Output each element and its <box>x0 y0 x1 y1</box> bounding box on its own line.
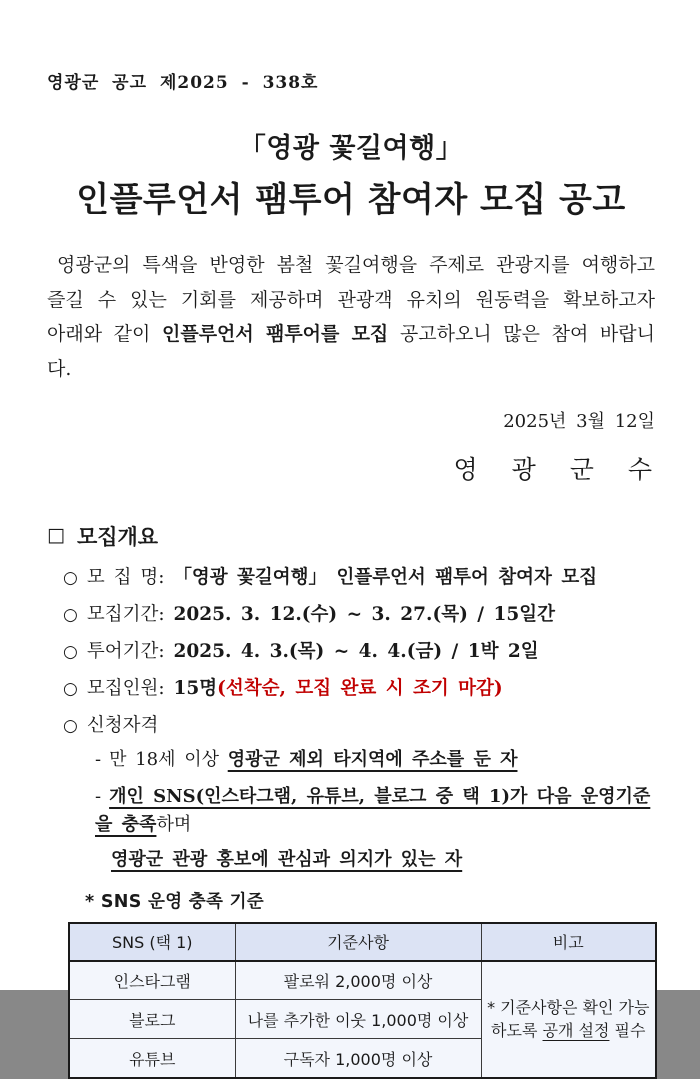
item-period-value: 2025. 3. 12.(수) ~ 3. 27.(목) / 15일간 <box>173 604 555 626</box>
section-heading-label: 모집개요 <box>76 525 159 550</box>
list-item-qualification <box>63 711 655 737</box>
circle-bullet-icon: ○ <box>63 679 78 700</box>
intro-text-post: 공고하오니 많은 참여 바랍니다. <box>47 323 655 380</box>
list-item-count <box>63 674 655 700</box>
cell-criteria-youtube: 구독자 1,000명 이상 <box>235 1039 481 1078</box>
remarks-note-line1: * 기준사항은 확인 가능 <box>487 998 650 1018</box>
sns-criteria-heading: * SNS 운영 충족 기준 <box>85 891 265 912</box>
item-count-red-note: (선착순, 모집 완료 시 조기 마감) <box>217 678 503 700</box>
cell-sns-instagram: 인스타그램 <box>69 961 235 1000</box>
title-block <box>47 126 655 221</box>
col-header-sns: SNS (택 1) <box>69 923 235 961</box>
qual2-underlined-2: 영광군 관광 홍보에 관심과 의지가 있는 자 <box>111 848 463 870</box>
qualification-item-2 <box>95 783 655 839</box>
item-tour-label: 투어기간: <box>86 641 165 663</box>
item-tour-value: 2025. 4. 3.(목) ~ 4. 4.(금) / 1박 2일 <box>173 641 539 663</box>
col-header-remarks: 비고 <box>481 923 656 961</box>
intro-text-bold: 인플루언서 팸투어를 모집 <box>162 323 389 346</box>
list-item-name <box>63 563 655 589</box>
item-qual-label: 신청자격 <box>86 715 159 737</box>
notice-number: 영광군 공고 제2025 - 338호 <box>47 73 319 93</box>
remarks-note-underlined: 공개 설정 <box>542 1021 610 1041</box>
cell-sns-blog: 블로그 <box>69 1000 235 1039</box>
item-name-value: 「영광 꽃길여행」 인플루언서 팸투어 참여자 모집 <box>173 567 598 589</box>
qual2-underlined-1: 개인 SNS(인스타그램, 유튜브, 블로그 중 택 1)가 다음 운영기준을 충족 <box>95 786 651 836</box>
announcement-date: 2025년 3월 12일 <box>503 411 655 433</box>
table-row-instagram <box>69 961 656 1000</box>
item-name-label: 모 집 명: <box>86 567 165 589</box>
remarks-note-line2-pre: 하도록 <box>491 1021 543 1041</box>
document-title-line2: 인플루언서 팸투어 참여자 모집 공고 <box>76 180 626 220</box>
list-item-period <box>63 600 655 626</box>
circle-bullet-icon: ○ <box>63 642 78 663</box>
remarks-note-line2 <box>486 1019 652 1042</box>
intro-paragraph <box>47 248 655 386</box>
qual2-plain: 하며 <box>156 814 192 836</box>
section-heading-overview <box>47 521 655 551</box>
dash-bullet: - <box>95 786 102 808</box>
remarks-note-line2-post: 필수 <box>609 1021 646 1041</box>
dash-bullet: - <box>95 749 102 771</box>
item-period-label: 모집기간: <box>86 604 165 626</box>
cell-remarks-note <box>481 961 656 1078</box>
list-item-tour <box>63 637 655 663</box>
cell-sns-youtube: 유튜브 <box>69 1039 235 1078</box>
document-title-line1: 「영광 꽃길여행」 <box>238 133 464 164</box>
item-count-value: 15명 <box>173 678 218 700</box>
intro-text-pre: 영광군의 특색을 반영한 봄철 꽃길여행을 주제로 관광지를 여행하고 즐길 수 있는 기회를 제공하며 관광객 유치의 원동력을 확보하고자 아래와 같이 <box>47 254 655 346</box>
qual1-pre: 만 18세 이상 <box>109 749 228 771</box>
signature-governor: 영 광 군 수 <box>453 455 665 485</box>
qual1-underlined: 영광군 제외 타지역에 주소를 둔 자 <box>227 749 518 771</box>
circle-bullet-icon: ○ <box>63 716 78 737</box>
qualification-item-1 <box>95 746 655 774</box>
square-bullet-icon: □ <box>47 524 65 547</box>
cell-criteria-blog: 나를 추가한 이웃 1,000명 이상 <box>235 1000 481 1039</box>
sns-criteria-table <box>68 922 657 1079</box>
circle-bullet-icon: ○ <box>63 605 78 626</box>
cell-criteria-instagram: 팔로워 2,000명 이상 <box>235 961 481 1000</box>
col-header-criteria: 기준사항 <box>235 923 481 961</box>
table-header-row <box>69 923 656 961</box>
item-count-label: 모집인원: <box>86 678 165 700</box>
overview-list <box>47 563 655 913</box>
circle-bullet-icon: ○ <box>63 568 78 589</box>
qualification-item-2-continuation <box>111 846 655 874</box>
